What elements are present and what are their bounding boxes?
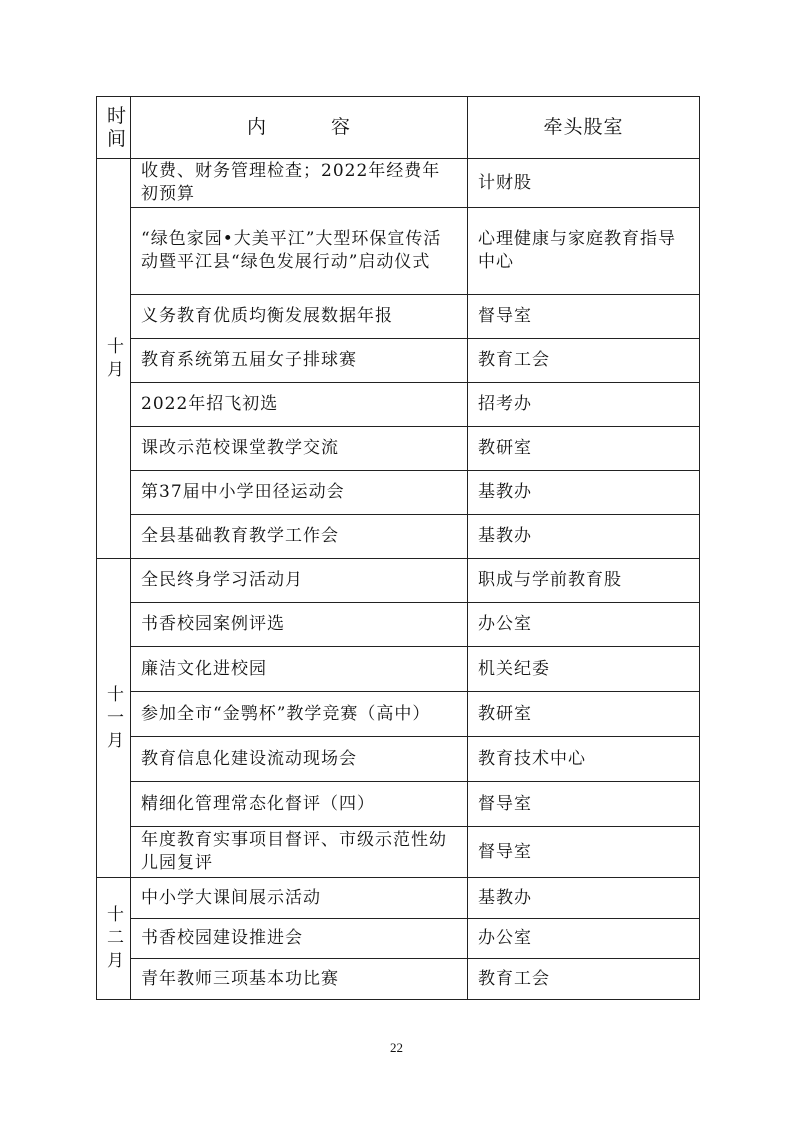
- dept-cell: 计财股: [468, 159, 700, 208]
- header-content-char: 容: [331, 116, 352, 138]
- table-row: [97, 692, 700, 737]
- content-cell: 全县基础教育教学工作会: [131, 515, 468, 559]
- content-cell: 课改示范校课堂教学交流: [131, 427, 468, 471]
- table-row: [97, 295, 700, 339]
- header-dept: 牵头股室: [468, 97, 700, 159]
- table-row: [97, 339, 700, 383]
- dept-cell: 基教办: [468, 515, 700, 559]
- table-row: [97, 919, 700, 959]
- table-row: [97, 515, 700, 559]
- table-row: [97, 471, 700, 515]
- dept-cell: 教研室: [468, 427, 700, 471]
- table-row: [97, 959, 700, 1000]
- month-cell: [97, 159, 131, 559]
- dept-cell: 教育工会: [468, 959, 700, 1000]
- content-cell: “绿色家园•大美平江”大型环保宣传活动暨平江县“绿色发展行动”启动仪式: [131, 208, 468, 295]
- month-char: 一: [107, 707, 125, 728]
- content-cell: 2022年招飞初选: [131, 383, 468, 427]
- dept-cell: 基教办: [468, 471, 700, 515]
- table-body: [97, 159, 700, 1000]
- content-cell: 收费、财务管理检查；2022年经费年初预算: [131, 159, 468, 208]
- table-row: [97, 782, 700, 827]
- month-char: 十: [107, 684, 125, 705]
- content-cell: 参加全市“金鹗杯”教学竞赛（高中）: [131, 692, 468, 737]
- dept-cell: 基教办: [468, 878, 700, 919]
- page-number: 22: [390, 1040, 403, 1055]
- content-cell: 义务教育优质均衡发展数据年报: [131, 295, 468, 339]
- dept-cell: 督导室: [468, 295, 700, 339]
- content-cell: 青年教师三项基本功比赛: [131, 959, 468, 1000]
- dept-cell: 办公室: [468, 603, 700, 647]
- month-char: 月: [107, 951, 125, 971]
- header-time-char: 时: [107, 104, 128, 127]
- table-row: [97, 159, 700, 208]
- dept-cell: 教育技术中心: [468, 737, 700, 782]
- content-cell: 廉洁文化进校园: [131, 647, 468, 692]
- dept-cell: 督导室: [468, 782, 700, 827]
- month-char: 月: [107, 730, 125, 751]
- table-row: [97, 647, 700, 692]
- month-char: 月: [107, 359, 125, 380]
- dept-cell: 教育工会: [468, 339, 700, 383]
- month-char: 二: [107, 928, 125, 948]
- header-time-char: 间: [107, 127, 128, 150]
- content-cell: 全民终身学习活动月: [131, 559, 468, 603]
- month-char: 十: [107, 905, 125, 925]
- table-row: [97, 737, 700, 782]
- dept-cell: 职成与学前教育股: [468, 559, 700, 603]
- content-cell: 第37届中小学田径运动会: [131, 471, 468, 515]
- month-cell: [97, 559, 131, 878]
- table-row: [97, 383, 700, 427]
- table-row: [97, 827, 700, 878]
- dept-cell: 招考办: [468, 383, 700, 427]
- dept-cell: 教研室: [468, 692, 700, 737]
- content-cell: 中小学大课间展示活动: [131, 878, 468, 919]
- content-cell: 书香校园案例评选: [131, 603, 468, 647]
- header-content: [131, 97, 468, 159]
- content-cell: 精细化管理常态化督评（四）: [131, 782, 468, 827]
- month-cell: [97, 878, 131, 1000]
- schedule-table: [96, 96, 700, 1000]
- content-cell: 教育信息化建设流动现场会: [131, 737, 468, 782]
- dept-cell: 心理健康与家庭教育指导中心: [468, 208, 700, 295]
- table-row: [97, 427, 700, 471]
- content-cell: 教育系统第五届女子排球赛: [131, 339, 468, 383]
- month-char: 十: [107, 336, 125, 357]
- table-row: [97, 603, 700, 647]
- content-cell: 书香校园建设推进会: [131, 919, 468, 959]
- table-row: [97, 208, 700, 295]
- dept-cell: 督导室: [468, 827, 700, 878]
- table-row: [97, 559, 700, 603]
- dept-cell: 机关纪委: [468, 647, 700, 692]
- header-time: [97, 97, 131, 159]
- content-cell: 年度教育实事项目督评、市级示范性幼儿园复评: [131, 827, 468, 878]
- table-row: [97, 878, 700, 919]
- header-row: [97, 97, 700, 159]
- header-content-char: 内: [246, 116, 267, 138]
- dept-cell: 办公室: [468, 919, 700, 959]
